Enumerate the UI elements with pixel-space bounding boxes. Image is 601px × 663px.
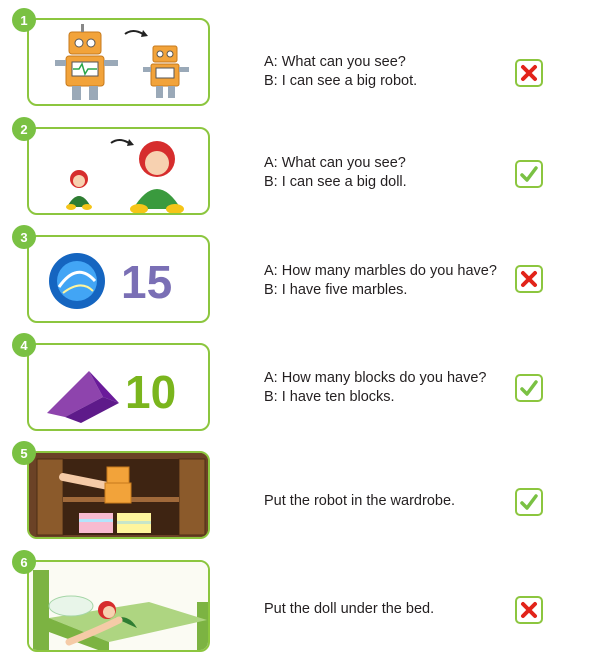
dialogue-text (264, 53, 417, 91)
item-number-badge: 6 (12, 550, 36, 574)
answer-checkbox[interactable] (515, 596, 543, 624)
answer-checkbox[interactable] (515, 488, 543, 516)
marble-picture (29, 237, 210, 323)
check-icon (520, 165, 538, 183)
picture-card (27, 127, 210, 215)
robot-in-wardrobe-picture (29, 453, 210, 539)
dialogue-question: A: What can you see? (264, 155, 406, 171)
check-icon (520, 379, 538, 397)
dialogue-answer: B: I have ten blocks. (264, 389, 395, 405)
instruction-sentence: Put the doll under the bed. (264, 601, 435, 617)
dialogue-answer: B: I can see a big doll. (264, 174, 407, 190)
cross-icon (520, 64, 538, 82)
picture-card (27, 235, 210, 323)
item-number-badge: 2 (12, 117, 36, 141)
item-number-badge: 3 (12, 225, 36, 249)
cross-icon (520, 270, 538, 288)
dialogue-answer: B: I have five marbles. (264, 282, 408, 298)
dialogue-question: A: How many blocks do you have? (264, 370, 487, 386)
doll-on-bed-picture (29, 562, 210, 652)
big-robot-illustration (55, 24, 118, 100)
instruction-text (264, 600, 434, 619)
picture-card (27, 560, 210, 652)
small-doll-illustration (66, 170, 92, 210)
picture-card (27, 343, 210, 431)
big-doll-illustration (130, 141, 184, 214)
answer-checkbox[interactable] (515, 265, 543, 293)
answer-checkbox[interactable] (515, 374, 543, 402)
picture-number: 10 (125, 366, 177, 418)
item-number-badge: 1 (12, 8, 36, 32)
item-number-badge: 5 (12, 441, 36, 465)
block-picture (29, 345, 210, 431)
picture-card (27, 18, 210, 106)
cross-icon (520, 601, 538, 619)
dialogue-answer: B: I can see a big robot. (264, 73, 418, 89)
instruction-sentence: Put the robot in the wardrobe. (264, 493, 456, 509)
dialogue-text (264, 369, 486, 407)
answer-checkbox[interactable] (515, 59, 543, 87)
instruction-text (264, 492, 455, 511)
small-robot-illustration (143, 46, 189, 98)
dialogue-question: A: What can you see? (264, 54, 406, 70)
check-icon (520, 493, 538, 511)
picture-number: 15 (121, 256, 173, 308)
item-number-badge: 4 (12, 333, 36, 357)
picture-card (27, 451, 210, 539)
dialogue-text (264, 262, 497, 300)
dialogue-question: A: How many marbles do you have? (264, 263, 497, 279)
doll-small-and-big-picture (29, 129, 210, 215)
answer-checkbox[interactable] (515, 160, 543, 188)
robot-small-and-big-picture (29, 20, 210, 106)
dialogue-text (264, 154, 407, 192)
